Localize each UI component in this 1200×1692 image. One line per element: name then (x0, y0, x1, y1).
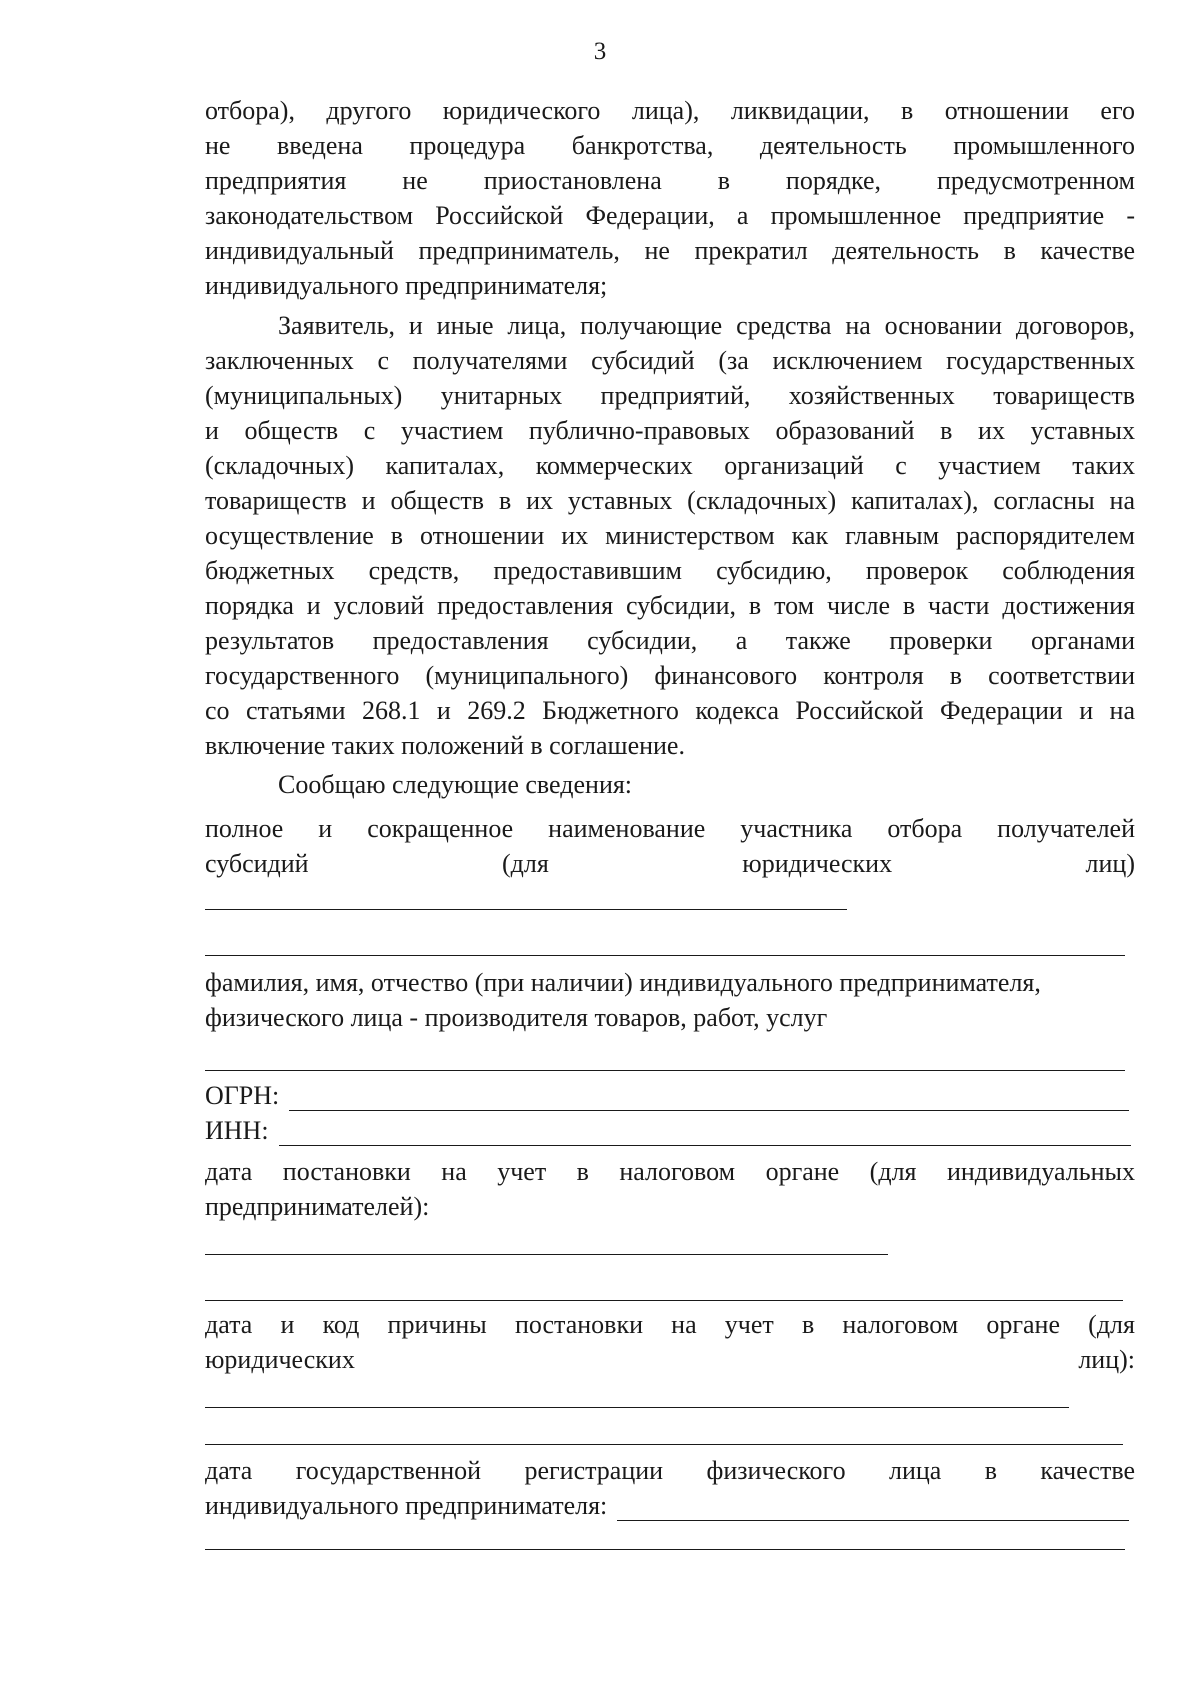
full-name-blank-2[interactable] (205, 955, 1125, 956)
fio-blank[interactable] (205, 1070, 1125, 1071)
field-label-line: индивидуального предпринимателя: (205, 1491, 608, 1520)
text-line: не введена процедура банкротства, деятельность промышленного (205, 131, 1135, 160)
inn-label: ИНН: (205, 1116, 269, 1145)
field-label-line: дата и код причины постановки на учет в налоговом органе (для (205, 1310, 1135, 1339)
text-line: государственного (муниципального) финансового контроля в соответствии (205, 661, 1135, 690)
full-name-blank-1[interactable] (205, 909, 847, 910)
text-line: Заявитель, и иные лица, получающие средства на основании договоров, (278, 311, 1135, 340)
tax-date-ul-blank-1[interactable] (205, 1407, 1069, 1408)
text-line: результатов предоставления субсидии, а также проверки органами (205, 626, 1135, 655)
text-line: и обществ с участием публично-правовых образований в их уставных (205, 416, 1135, 445)
tax-date-ip-blank-1[interactable] (205, 1254, 888, 1255)
field-label-line: фамилия, имя, отчество (при наличии) индивидуального предпринимателя, (205, 968, 1041, 997)
ogrn-row (205, 1081, 1129, 1111)
reg-date-blank-1[interactable] (617, 1498, 1129, 1521)
field-label-line: юридических лиц): (205, 1345, 1135, 1374)
text-line: отбора), другого юридического лица), ликвидации, в отношении его (205, 96, 1135, 125)
text-line: (складочных) капиталах, коммерческих организаций с участием таких (205, 451, 1135, 480)
text-line: со статьями 268.1 и 269.2 Бюджетного кодекса Российской Федерации и на (205, 696, 1135, 725)
page-number: 3 (593, 38, 607, 65)
text-line: индивидуальный предприниматель, не прекратил деятельность в качестве (205, 236, 1135, 265)
text-line: включение таких положений в соглашение. (205, 731, 685, 760)
text-line: предприятия не приостановлена в порядке, предусмотренном (205, 166, 1135, 195)
text-line: порядка и условий предоставления субсидии, в том числе в части достижения (205, 591, 1135, 620)
reg-date-blank-2[interactable] (205, 1549, 1125, 1550)
field-label-line: предпринимателей): (205, 1192, 430, 1221)
ogrn-blank[interactable] (289, 1088, 1129, 1111)
inn-blank[interactable] (279, 1123, 1131, 1146)
text-line: законодательством Российской Федерации, а промышленное предприятие - (205, 201, 1135, 230)
text-line: индивидуального предпринимателя; (205, 271, 608, 300)
text-line: бюджетных средств, предоставившим субсидию, проверок соблюдения (205, 556, 1135, 585)
field-label-line: физического лица - производителя товаров, работ, услуг (205, 1003, 828, 1032)
tax-date-ip-blank-2[interactable] (205, 1300, 1123, 1301)
inn-row (205, 1116, 1131, 1146)
intro-text: Сообщаю следующие сведения: (278, 770, 633, 799)
field-label-line: полное и сокращенное наименование участника отбора получателей (205, 814, 1135, 843)
text-line: (муниципальных) унитарных предприятий, хозяйственных товариществ (205, 381, 1135, 410)
text-line: заключенных с получателями субсидий (за исключением государственных (205, 346, 1135, 375)
ogrn-label: ОГРН: (205, 1081, 280, 1110)
field-label-line: дата постановки на учет в налоговом органе (для индивидуальных (205, 1157, 1135, 1186)
text-line: товариществ и обществ в их уставных (складочных) капиталах), согласны на (205, 486, 1135, 515)
text-line: осуществление в отношении их министерством как главным распорядителем (205, 521, 1135, 550)
reg-date-row (205, 1491, 1129, 1521)
field-label-line: дата государственной регистрации физического лица в качестве (205, 1456, 1135, 1485)
tax-date-ul-blank-2[interactable] (205, 1444, 1123, 1445)
field-label-line: субсидий (для юридических лиц) (205, 849, 1135, 878)
